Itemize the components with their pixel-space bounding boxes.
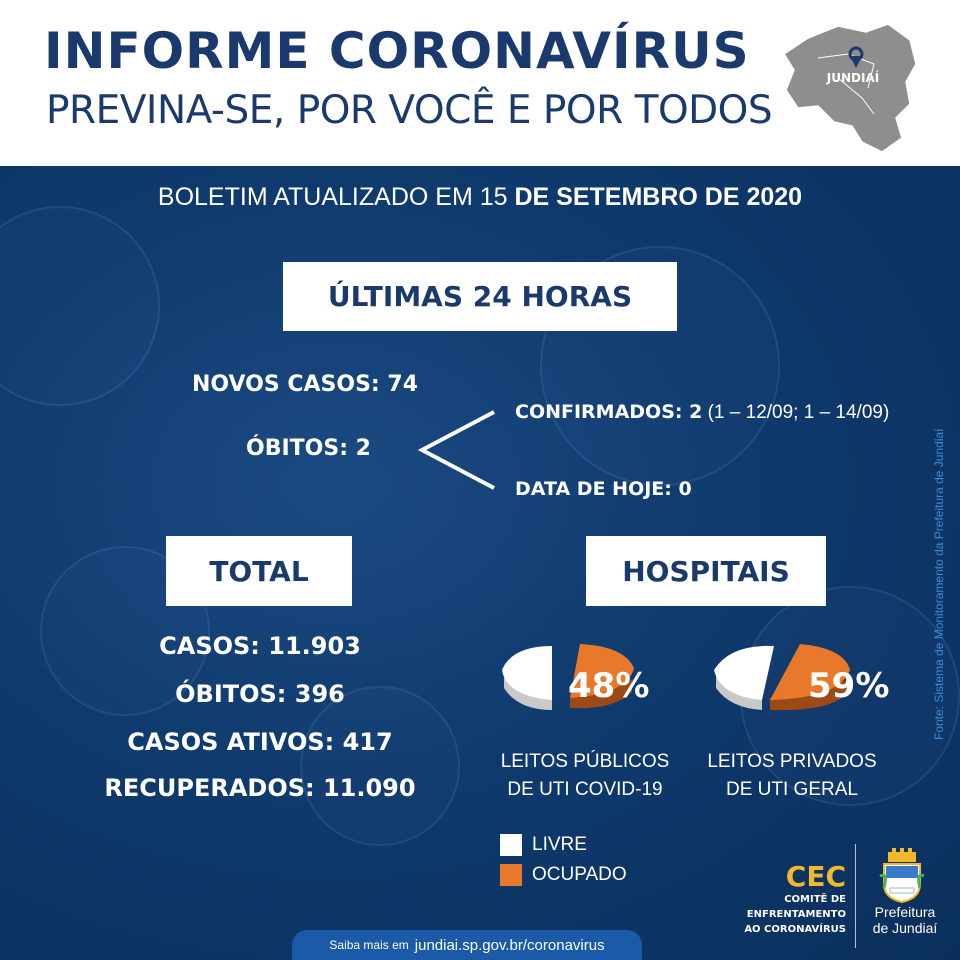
bracket-divider [418,408,498,492]
total-deaths: ÓBITOS: 396 [175,680,345,708]
jundiai-map-icon [778,18,928,158]
cec-acronym: CEC [785,860,846,893]
bulletin-date [0,183,960,212]
legend-occupied-label: OCUPADO [532,864,627,885]
legend-free [500,834,587,856]
pref-line2: de Jundiaí [872,920,938,936]
deaths-24h: ÓBITOS: 2 [246,436,371,461]
total-active: CASOS ATIVOS: 417 [127,728,393,756]
private-beds-label [692,748,892,804]
private-beds-label-line2: DE UTI GERAL [726,779,858,800]
more-info-link[interactable] [292,930,642,960]
pref-line1: Prefeitura [874,904,936,920]
map-label: JUNDIAÍ [826,71,880,85]
source-text: Fonte: Sistema de Monitoramento da Prefeitura de Jundiaí [932,428,946,740]
source-note [932,380,952,740]
total-cases: CASOS: 11.903 [159,632,361,660]
public-beds-label-line2: DE UTI COVID-19 [507,779,663,800]
bulletin-date-bold: DE SETEMBRO DE 2020 [514,183,803,211]
cec-logo [716,862,846,937]
url-prefix: Saiba mais em [329,938,409,952]
confirmed-deaths [515,398,935,427]
bulletin-prefix: BOLETIM ATUALIZADO EM 15 [157,183,515,211]
prefeitura-logo-text [860,904,950,936]
page-title: INFORME CORONAVÍRUS [44,22,750,80]
total-heading: TOTAL [166,536,352,606]
last24-heading: ÚLTIMAS 24 HORAS [283,262,677,331]
legend-free-label: LIVRE [532,834,587,855]
url-text[interactable]: jundiai.sp.gov.br/coronavirus [414,936,605,954]
public-beds-label [485,748,685,804]
virus-decoration [300,686,460,846]
legend-occupied [500,864,627,886]
deaths-today: DATA DE HOJE: 0 [515,478,692,500]
public-beds-label-line1: LEITOS PÚBLICOS [500,751,670,772]
legend-free-swatch [500,834,522,856]
cec-line1: COMITÊ DE [784,894,846,905]
pie-free-slice [714,646,774,710]
page-subtitle: PREVINA-SE, POR VOCÊ E POR TODOS [46,88,773,133]
private-beds-label-line1: LEITOS PRIVADOS [707,751,877,772]
public-beds-percent: 48% [568,666,650,706]
legend-occupied-swatch [500,864,522,886]
city-crest-icon [874,848,930,904]
cec-line2: ENFRENTAMENTO [746,909,846,920]
footer-divider [855,844,856,948]
new-cases: NOVOS CASOS: 74 [192,372,419,397]
confirmed-label: CONFIRMADOS: 2 [515,401,703,423]
total-recovered: RECUPERADOS: 11.090 [104,774,416,802]
virus-decoration [0,206,160,406]
private-beds-percent: 59% [808,666,890,706]
confirmed-detail: (1 – 12/09; 1 – 14/09) [702,402,890,423]
header [0,0,960,166]
pie-free-slice [502,646,552,710]
cec-line3: AO CORONAVÍRUS [744,924,846,935]
hospitals-heading: HOSPITAIS [586,536,826,606]
